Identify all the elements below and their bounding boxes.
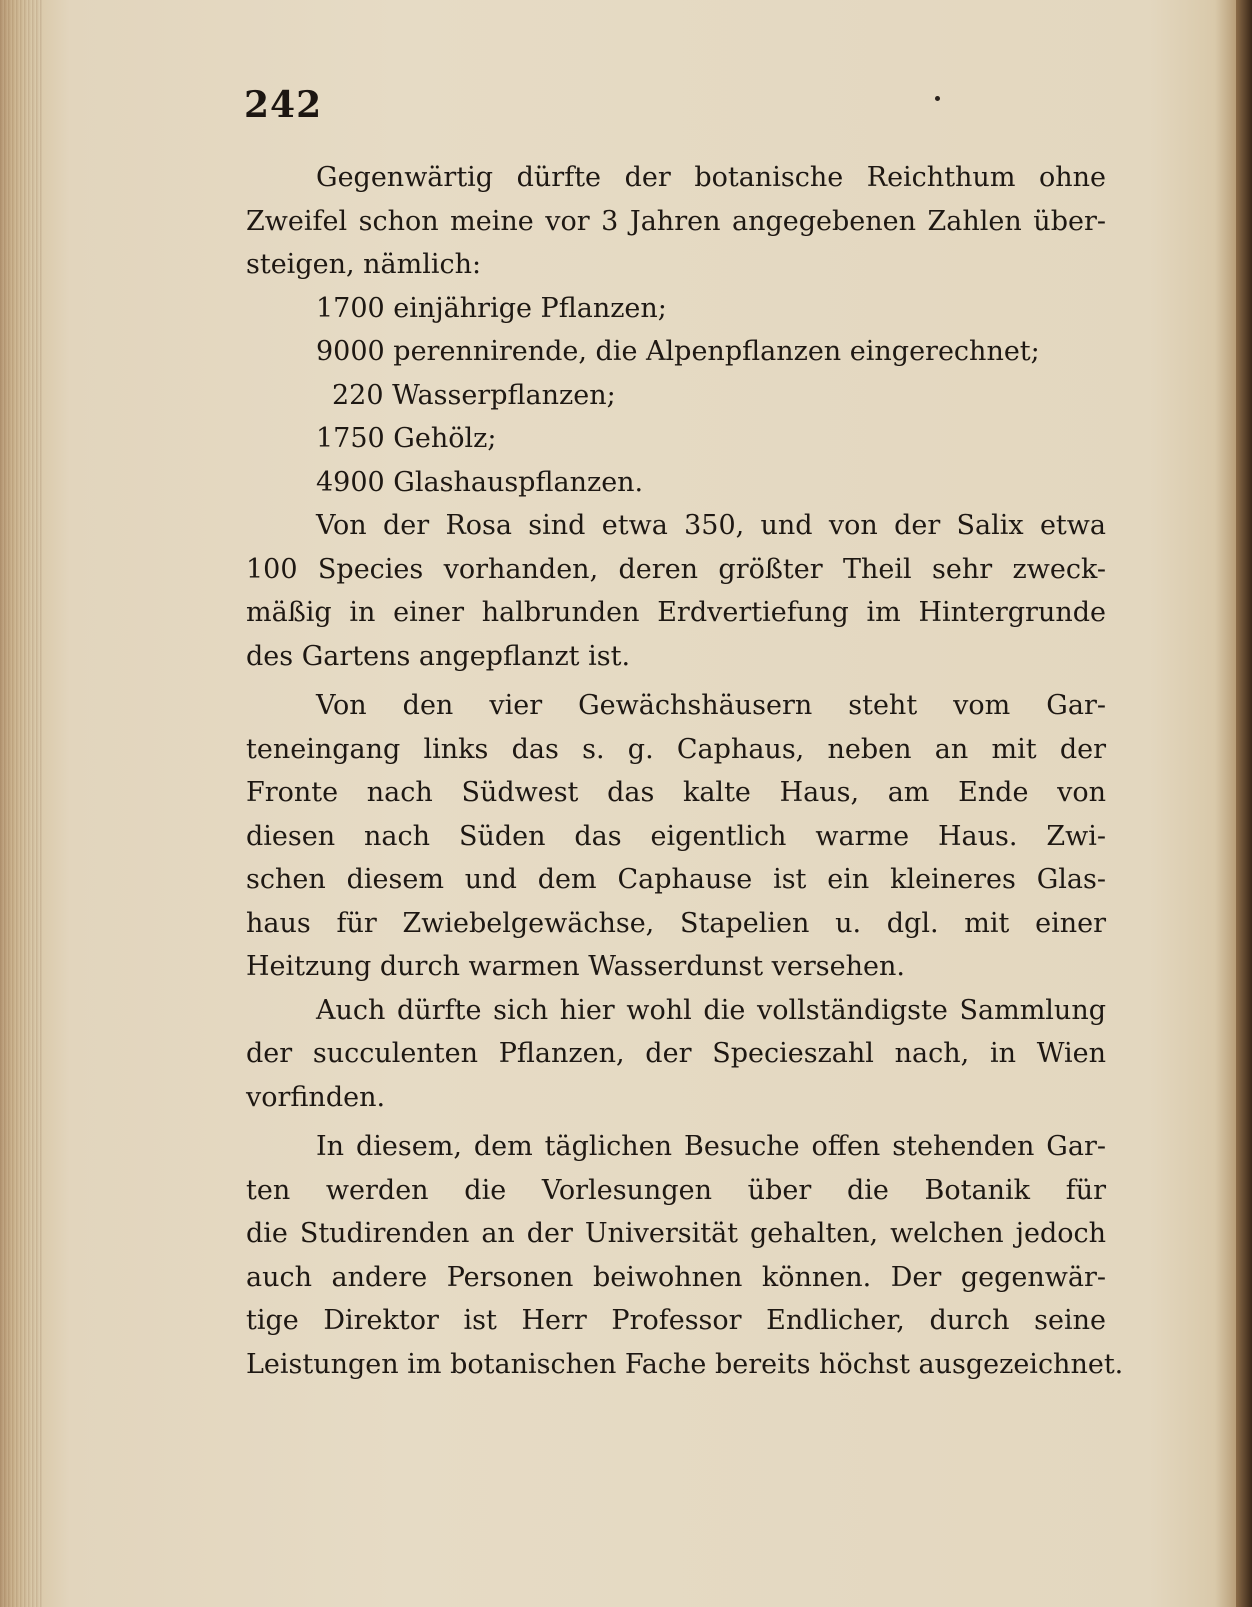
text-line: ten werden die Vorlesungen über die Botanik für (246, 1174, 1106, 1206)
text-line: mäßig in einer halbrunden Erdvertiefung im Hintergrunde (246, 597, 1106, 628)
text-line: teneingang links das s. g. Caphaus, neben an mit der (246, 733, 1106, 765)
text-line: Von der Rosa sind etwa 350, und von der Salix etwa (316, 510, 1106, 541)
text-line: Fronte nach Südwest das kalte Haus, am Ende von (246, 777, 1106, 808)
list-item: 9000 perennirende, die Alpenpflanzen eingerechnet; (316, 336, 1040, 367)
text-line: schen diesem und dem Caphause ist ein kleineres Glas- (246, 864, 1106, 895)
text-line: diesen nach Süden das eigentlich warme Haus. Zwi- (246, 820, 1106, 852)
text-line: tige Direktor ist Herr Professor Endlicher, durch seine (246, 1305, 1106, 1336)
text-line: vorfinden. (246, 1081, 386, 1113)
text-line: Von den vier Gewächshäusern steht vom Gar- (316, 690, 1106, 721)
text-line: Auch dürfte sich hier wohl die vollständigste Sammlung (316, 994, 1106, 1026)
page-number: 242 (244, 84, 323, 126)
text-line: haus für Zwiebelgewächse, Stapelien u. dgl. mit einer (246, 907, 1106, 939)
text-line: der succulenten Pflanzen, der Specieszahl nach, in Wien (246, 1038, 1106, 1069)
binding-edge (1236, 0, 1252, 1607)
text-line: Zweifel schon meine vor 3 Jahren angegebenen Zahlen über- (246, 205, 1106, 237)
text-line: Leistungen im botanischen Fache bereits höchst ausgezeichnet. (246, 1348, 1124, 1380)
text-line: Gegenwärtig dürfte der botanische Reichthum ohne (316, 162, 1106, 193)
text-line: In diesem, dem täglichen Besuche offen stehenden Gar- (316, 1131, 1106, 1162)
page-stack-edge (0, 0, 42, 1607)
body-text (246, 156, 1124, 1386)
text-line: Heitzung durch warmen Wasserdunst versehen. (246, 951, 905, 982)
list-item: 220 Wasserpflanzen; (332, 379, 616, 411)
list-item: 1700 einjährige Pflanzen; (316, 292, 667, 324)
text-line: steigen, nämlich: (246, 249, 482, 280)
text-line: auch andere Personen beiwohnen können. Der gegenwär- (246, 1261, 1106, 1293)
list-item: 1750 Gehölz; (316, 423, 497, 454)
text-line: des Gartens angepflanzt ist. (246, 640, 631, 672)
text-line: die Studirenden an der Universität gehalten, welchen jedoch (246, 1218, 1106, 1249)
ink-speck (935, 96, 940, 101)
text-line: 100 Species vorhanden, deren größter Theil sehr zweck- (246, 553, 1106, 585)
list-item: 4900 Glashauspflanzen. (316, 466, 644, 498)
